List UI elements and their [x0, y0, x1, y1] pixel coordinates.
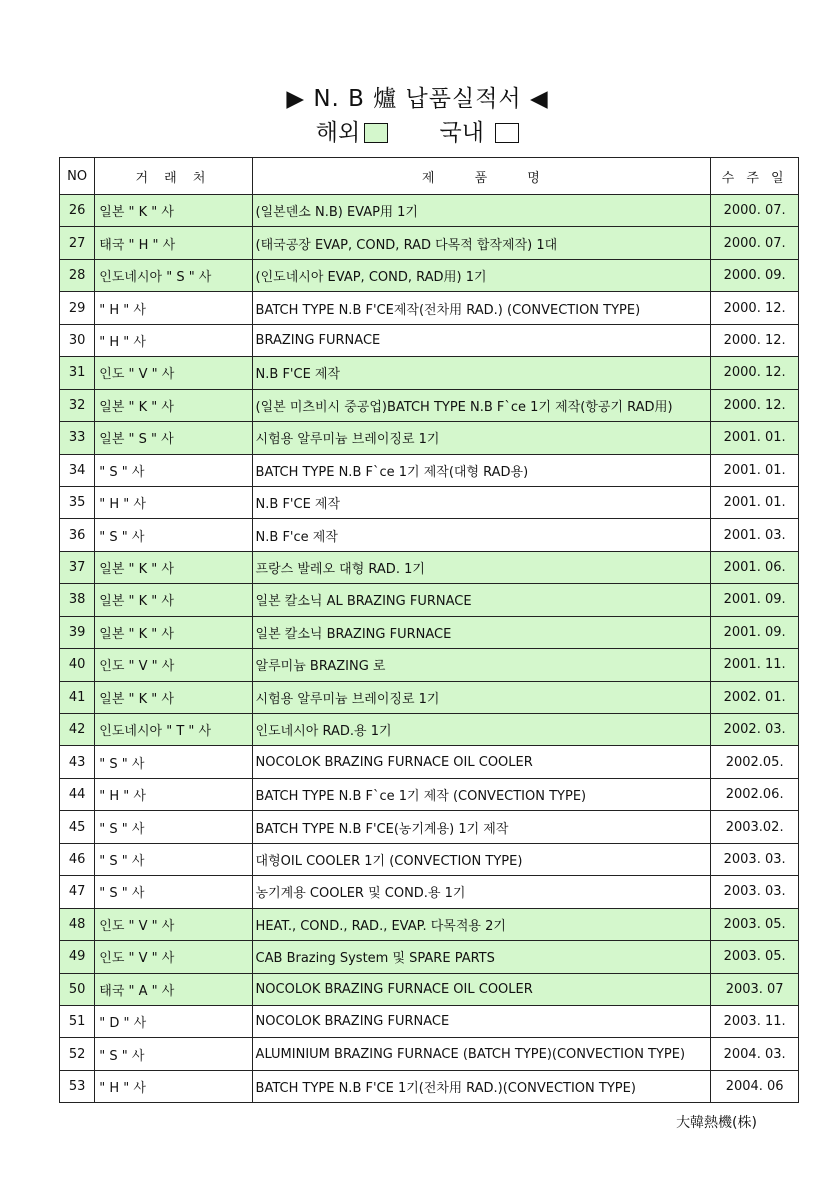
table-row: [60, 681, 799, 713]
table-row: [60, 908, 799, 940]
row-no: 41: [60, 681, 95, 713]
row-client: " H " 사: [95, 1070, 252, 1102]
row-client: " S " 사: [95, 876, 252, 908]
row-client: 일본 " S " 사: [95, 422, 252, 454]
row-date: 2003. 11.: [711, 1005, 799, 1037]
table-row: [60, 941, 799, 973]
row-no: 35: [60, 486, 95, 518]
row-date: 2002. 01.: [711, 681, 799, 713]
row-product: N.B F'CE 제작: [252, 486, 711, 518]
overseas-group: [316, 114, 388, 147]
row-date: 2003. 03.: [711, 843, 799, 875]
row-client: " H " 사: [95, 292, 252, 324]
row-client: 일본 " K " 사: [95, 389, 252, 421]
row-client: 인도 " V " 사: [95, 649, 252, 681]
table-row: [60, 357, 799, 389]
row-date: 2003. 03.: [711, 876, 799, 908]
header-no: NO: [60, 158, 95, 195]
row-product: (일본덴소 N.B) EVAP用 1기: [252, 195, 711, 227]
row-product: (일본 미츠비시 중공업)BATCH TYPE N.B F`ce 1기 제작(항공기 RAD用): [252, 389, 711, 421]
row-date: 2001. 01.: [711, 422, 799, 454]
row-no: 37: [60, 551, 95, 583]
row-no: 45: [60, 811, 95, 843]
table-row: [60, 584, 799, 616]
domestic-group: [440, 114, 520, 147]
row-date: 2004. 06: [711, 1070, 799, 1102]
row-product: NOCOLOK BRAZING FURNACE OIL COOLER: [252, 973, 711, 1005]
row-no: 31: [60, 357, 95, 389]
row-product: BATCH TYPE N.B F'CE 1기(전차用 RAD.)(CONVECTION TYPE): [252, 1070, 711, 1102]
row-no: 52: [60, 1038, 95, 1070]
row-no: 49: [60, 941, 95, 973]
overseas-checkbox[interactable]: [364, 123, 388, 143]
row-client: " S " 사: [95, 454, 252, 486]
row-product: CAB Brazing System 및 SPARE PARTS: [252, 941, 711, 973]
table-row: [60, 843, 799, 875]
row-client: 태국 " H " 사: [95, 227, 252, 259]
row-product: 프랑스 발레오 대형 RAD. 1기: [252, 551, 711, 583]
row-client: " H " 사: [95, 778, 252, 810]
row-date: 2002.05.: [711, 746, 799, 778]
row-product: 일본 칼소닉 BRAZING FURNACE: [252, 616, 711, 648]
row-date: 2000. 12.: [711, 357, 799, 389]
row-product: 인도네시아 RAD.용 1기: [252, 714, 711, 746]
row-product: 시험용 알루미늄 브레이징로 1기: [252, 681, 711, 713]
row-date: 2000. 12.: [711, 292, 799, 324]
row-product: 일본 칼소닉 AL BRAZING FURNACE: [252, 584, 711, 616]
table-row: [60, 778, 799, 810]
page-title: ▶ N. B 爐 납품실적서 ◀: [286, 86, 549, 112]
header-product: 제 품 명: [252, 158, 711, 195]
row-client: 인도 " V " 사: [95, 941, 252, 973]
row-client: 일본 " K " 사: [95, 584, 252, 616]
row-no: 40: [60, 649, 95, 681]
row-no: 27: [60, 227, 95, 259]
row-product: 농기계용 COOLER 및 COND.용 1기: [252, 876, 711, 908]
row-client: 일본 " K " 사: [95, 195, 252, 227]
row-no: 38: [60, 584, 95, 616]
table-header-row: [60, 158, 799, 195]
table-row: [60, 195, 799, 227]
row-client: 일본 " K " 사: [95, 681, 252, 713]
header-date: 수 주 일: [711, 158, 799, 195]
row-no: 48: [60, 908, 95, 940]
table-row: [60, 811, 799, 843]
domestic-label: 국내: [439, 120, 484, 146]
row-date: 2003. 05.: [711, 941, 799, 973]
row-product: N.B F'ce 제작: [252, 519, 711, 551]
row-no: 46: [60, 843, 95, 875]
row-date: 2000. 09.: [711, 259, 799, 291]
row-no: 32: [60, 389, 95, 421]
row-client: 인도 " V " 사: [95, 357, 252, 389]
row-date: 2004. 03.: [711, 1038, 799, 1070]
row-product: N.B F'CE 제작: [252, 357, 711, 389]
row-date: 2003. 07: [711, 973, 799, 1005]
company-name: 大韓熱機(株): [676, 1115, 757, 1131]
overseas-label: 해외: [315, 120, 361, 146]
row-product: BRAZING FURNACE: [252, 324, 711, 356]
row-client: 일본 " K " 사: [95, 551, 252, 583]
row-product: NOCOLOK BRAZING FURNACE: [252, 1005, 711, 1037]
row-no: 44: [60, 778, 95, 810]
row-date: 2001. 11.: [711, 649, 799, 681]
table-row: [60, 876, 799, 908]
row-no: 43: [60, 746, 95, 778]
row-no: 51: [60, 1005, 95, 1037]
table-row: [60, 486, 799, 518]
row-no: 42: [60, 714, 95, 746]
row-client: " S " 사: [95, 746, 252, 778]
table-row: [60, 746, 799, 778]
row-date: 2001. 09.: [711, 584, 799, 616]
row-product: BATCH TYPE N.B F`ce 1기 제작(대형 RAD용): [252, 454, 711, 486]
row-no: 39: [60, 616, 95, 648]
row-no: 50: [60, 973, 95, 1005]
row-client: " S " 사: [95, 843, 252, 875]
table-row: [60, 1070, 799, 1102]
table-row: [60, 1038, 799, 1070]
row-client: " S " 사: [95, 811, 252, 843]
table-row: [60, 422, 799, 454]
row-product: BATCH TYPE N.B F'CE제작(전차用 RAD.) (CONVECTION TYPE): [252, 292, 711, 324]
row-no: 30: [60, 324, 95, 356]
table-row: [60, 551, 799, 583]
row-client: " D " 사: [95, 1005, 252, 1037]
row-no: 29: [60, 292, 95, 324]
row-no: 26: [60, 195, 95, 227]
table-row: [60, 227, 799, 259]
row-date: 2000. 12.: [711, 324, 799, 356]
row-date: 2000. 07.: [711, 195, 799, 227]
row-no: 34: [60, 454, 95, 486]
row-client: 인도네시아 " S " 사: [95, 259, 252, 291]
table-row: [60, 454, 799, 486]
delivery-record-table: [59, 157, 799, 1103]
table-row: [60, 519, 799, 551]
row-product: 대형OIL COOLER 1기 (CONVECTION TYPE): [252, 843, 711, 875]
row-client: " S " 사: [95, 1038, 252, 1070]
row-date: 2003. 05.: [711, 908, 799, 940]
row-date: 2001. 01.: [711, 454, 799, 486]
row-client: 태국 " A " 사: [95, 973, 252, 1005]
row-client: 일본 " K " 사: [95, 616, 252, 648]
table-row: [60, 649, 799, 681]
row-product: (인도네시아 EVAP, COND, RAD用) 1기: [252, 259, 711, 291]
row-product: (태국공장 EVAP, COND, RAD 다목적 합작제작) 1대: [252, 227, 711, 259]
row-date: 2001. 03.: [711, 519, 799, 551]
row-date: 2003.02.: [711, 811, 799, 843]
row-product: 알루미늄 BRAZING 로: [252, 649, 711, 681]
row-date: 2000. 12.: [711, 389, 799, 421]
table-row: [60, 714, 799, 746]
domestic-checkbox[interactable]: [495, 123, 519, 143]
row-client: " S " 사: [95, 519, 252, 551]
row-no: 47: [60, 876, 95, 908]
row-client: 인도 " V " 사: [95, 908, 252, 940]
row-product: ALUMINIUM BRAZING FURNACE (BATCH TYPE)(CONVECTION TYPE): [252, 1038, 711, 1070]
row-date: 2001. 09.: [711, 616, 799, 648]
row-product: BATCH TYPE N.B F'CE(농기계용) 1기 제작: [252, 811, 711, 843]
table-body: [60, 195, 799, 1103]
row-date: 2000. 07.: [711, 227, 799, 259]
table-row: [60, 259, 799, 291]
row-no: 53: [60, 1070, 95, 1102]
row-client: 인도네시아 " T " 사: [95, 714, 252, 746]
table-row: [60, 616, 799, 648]
row-product: NOCOLOK BRAZING FURNACE OIL COOLER: [252, 746, 711, 778]
table-row: [60, 389, 799, 421]
row-product: BATCH TYPE N.B F`ce 1기 제작 (CONVECTION TYPE): [252, 778, 711, 810]
table-row: [60, 292, 799, 324]
row-no: 33: [60, 422, 95, 454]
row-date: 2002. 03.: [711, 714, 799, 746]
table-row: [60, 1005, 799, 1037]
table-row: [60, 324, 799, 356]
row-date: 2001. 01.: [711, 486, 799, 518]
row-product: HEAT., COND., RAD., EVAP. 다목적용 2기: [252, 908, 711, 940]
row-date: 2001. 06.: [711, 551, 799, 583]
region-selector: [0, 114, 835, 147]
table-row: [60, 973, 799, 1005]
row-product: 시험용 알루미늄 브레이징로 1기: [252, 422, 711, 454]
row-date: 2002.06.: [711, 778, 799, 810]
header-client: 거 래 처: [95, 158, 252, 195]
row-no: 28: [60, 259, 95, 291]
row-client: " H " 사: [95, 486, 252, 518]
row-no: 36: [60, 519, 95, 551]
row-client: " H " 사: [95, 324, 252, 356]
